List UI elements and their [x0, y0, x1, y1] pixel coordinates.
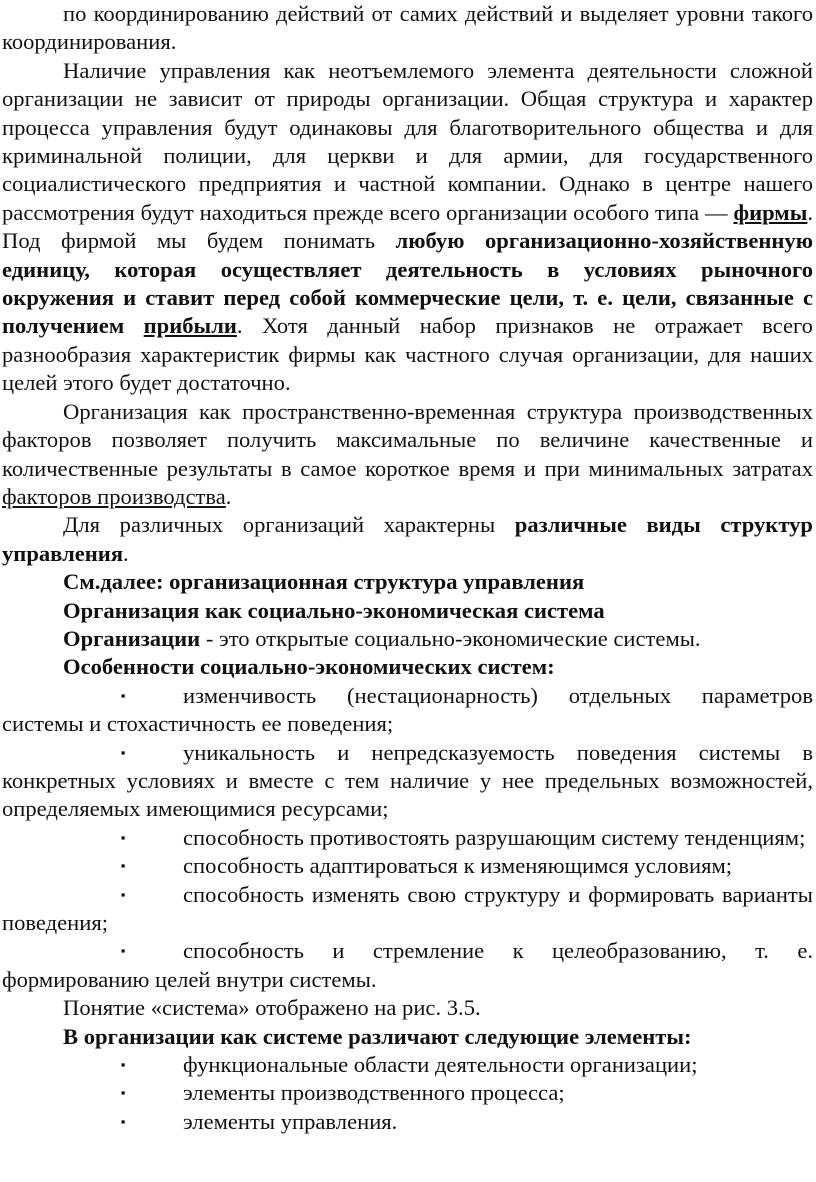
list-item-text: изменчивость (нестационарность) отдельных параметров системы и стохастичность ее поведения; [2, 682, 813, 737]
bullet-icon: ▪ [120, 858, 126, 874]
list-item [2, 824, 813, 852]
text: Для различных организаций характерны [63, 512, 515, 538]
list-item-text: способность противостоять разрушающим систему тенденциям; [183, 824, 806, 850]
features-list [2, 682, 813, 994]
bullet-icon: ▪ [120, 886, 126, 902]
list-item-text: элементы управления. [183, 1108, 398, 1134]
list-item-text: способность адаптироваться к изменяющимся условиям; [183, 853, 733, 879]
list-item [2, 852, 813, 880]
paragraph-organization-structure [2, 398, 813, 512]
text: Организация как пространственно-временная структура производственных факторов позволяет получить максимальные по величине качественные и количественные результаты в самое короткое время и при минимальных затратах [2, 398, 813, 481]
link-firm[interactable]: фирмы [733, 199, 808, 225]
list-item [2, 1079, 813, 1107]
list-item-text: функциональные области деятельности организации; [183, 1052, 698, 1078]
link-production-factors[interactable]: факторов производства [2, 483, 226, 509]
list-item-text: элементы производственного процесса; [183, 1080, 565, 1106]
heading-features: Особенности социально-экономических систем: [63, 654, 555, 680]
paragraph-figure-reference: Понятие «система» отображено на рис. 3.5. [63, 995, 481, 1021]
list-item [2, 881, 813, 938]
text: - это открытые социально-экономические системы. [200, 625, 701, 651]
list-item-text: способность и стремление к целеобразованию, т. е. формированию целей внутри системы. [2, 938, 813, 992]
heading-elements: В организации как системе различают следующие элементы: [63, 1023, 692, 1049]
list-item [2, 682, 813, 739]
text: Наличие управления как неотъемлемого элемента деятельности сложной организации не зависит от природы организации. Общая структура и характер процесса управления будут одинаковы для благотворительного общества и для криминальной полиции, для церкви и для армии, для государственного социалистического предприятия и частной компании. Однако в центре нашего рассмотрения будут находиться прежде всего организации особого типа — [2, 57, 813, 225]
elements-list [2, 1051, 813, 1136]
list-item [2, 937, 813, 994]
term: Организации [63, 625, 201, 651]
list-item-text: уникальность и непредсказуемость поведения системы в конкретных условиях и вместе с тем наличие у нее предельных возможностей, определяемых имеющимися ресурсами; [2, 739, 813, 822]
paragraph-structure-types [2, 511, 813, 568]
list-item [2, 1051, 813, 1079]
emphasis: различные виды структур управления [2, 512, 813, 566]
text: . Под фирмой мы будем понимать [2, 199, 813, 254]
bullet-icon: ▪ [120, 943, 126, 959]
text: . Хотя данный набор признаков не отражает всего разнообразия характеристик фирмы как частного случая организации, для наших целей этого будет достаточно. [2, 313, 813, 396]
bullet-icon: ▪ [120, 1057, 126, 1073]
text: . [123, 540, 129, 566]
heading-see-also: См.далее: организационная структура управления [63, 569, 585, 595]
link-profit[interactable]: прибыли [143, 313, 237, 339]
heading-socio-economic-system: Организация как социально-экономическая система [63, 597, 605, 623]
bullet-icon: ▪ [120, 829, 126, 845]
paragraph-organizations-definition [2, 625, 813, 653]
bullet-icon: ▪ [120, 744, 126, 760]
list-item [2, 739, 813, 824]
text: . [225, 483, 232, 509]
bullet-icon: ▪ [120, 1113, 126, 1129]
paragraph-management [2, 57, 813, 398]
bullet-icon: ▪ [120, 687, 126, 703]
list-item [2, 1108, 813, 1136]
list-item-text: способность изменять свою структуру и формировать варианты поведения; [2, 881, 813, 935]
bullet-icon: ▪ [120, 1085, 126, 1101]
firm-definition: любую организационно-хозяйственную единицу, которая осуществляет деятельность в условиях рыночного окружения и ставит перед собой коммерческие цели, т. е. цели, связанные с получением [2, 228, 813, 339]
paragraph-continuation: по координированию действий от самих действий и выделяет уровни такого координирования. [2, 1, 813, 55]
